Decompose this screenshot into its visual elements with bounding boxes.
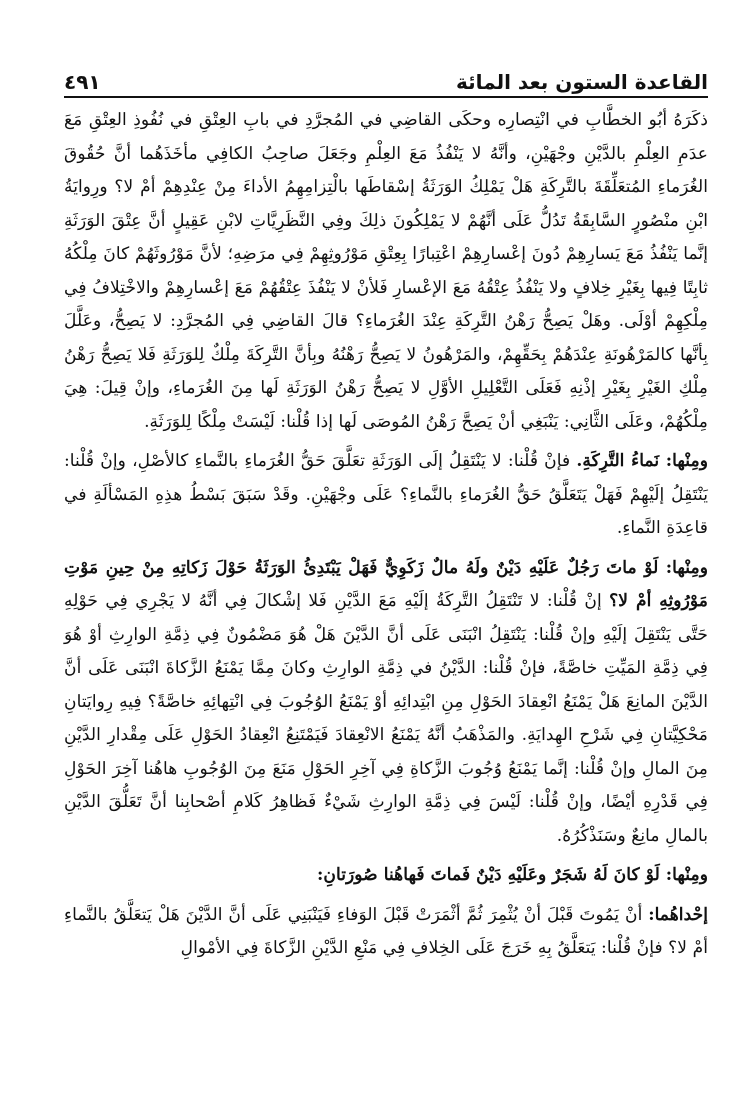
paragraph-2: [64, 445, 708, 546]
paragraph-4: [64, 859, 708, 893]
paragraph-lead: ومِنْها: نَماءُ التَّرِكَةِ.: [576, 451, 708, 471]
paragraph-lead: ومِنْها: لَوْ كانَ لَهُ شَجَرٌ وعَلَيْهِ دَيْنٌ فَماتَ فَهاهُنا صُورَتانِ:: [317, 865, 708, 885]
paragraph-1: [64, 104, 708, 439]
paragraph-3: [64, 552, 708, 854]
chapter-title: القاعدة الستون بعد المائة: [456, 70, 708, 94]
paragraph-lead: إحْداهُما:: [648, 904, 708, 925]
page-body: [64, 104, 708, 966]
running-header: [64, 58, 708, 98]
page: [64, 58, 708, 1080]
paragraph-text: ذكَرَهُ أبُو الخطَّابِ في انْتِصارِه وحكَى القاضِي في المُجرَّدِ في بابِ العِتْقِ في نُفُوذِ العِتْقِ مَعَ عدَمِ العِلْمِ بالدَّيْنِ وجْهَيْنِ، وأنَّهُ لا يَنْفُذُ مَعَ العِلْمِ وجَعَلَ صاحِبُ الكافِي مأخَذَهُما أنَّ حُقُوقَ الغُرَماءِ المُتعَلِّقَةَ بالتَّرِكَةِ هَلْ يَمْلِكُ الوَرَثَةُ إسْقاطَها بالْتِزامِهِمُ الأداءَ مِنْ عِنْدِهِمْ أمْ لا؟ ورِوايَةُ ابْنِ منْصُورٍ السَّابِقَةُ تَدُلُّ عَلَى أنَّهُمْ لا يَمْلِكُونَ ذلِكَ وفِي النَّظَرِيَّاتِ لابْنِ عَقِيلٍ أنَّ عِتْقَ الوَرَثَةِ إنَّما يَنْفُذُ مَعَ يَسارِهِمْ دُونَ إعْسارِهِمْ اعْتِبارًا بِعِتْقِ مَوْرُوثِهِمْ فِي مرَضِهِ؛ لأنَّ مَوْرُوثَهُمْ كانَ مِلْكُهُ ثابِتًا فِيها بِغَيْرِ خِلافٍ ولا يَنْفُذُ عِتْقُهُ مَعَ الإعْسارِ فَلأنْ لا يَنْفُذَ عِتْقُهُمْ مَعَ إعْسارِهِمْ والاخْتِلافُ فِي مِلْكِهِمْ أوْلَى. وهَلْ يَصِحُّ رَهْنُ التَّرِكَةِ عِنْدَ الغُرَماءِ؟ قالَ القاضِي فِي المُجرَّدِ: لا يَصِحُّ، وعَلَّلَ بِأنَّها كالمَرْهُونَةِ عِنْدَهُمْ بِحَقِّهِمْ، والمَرْهُونُ لا يَصِحُّ رَهْنُهُ وبِأنَّ التَّرِكَةَ مِلْكٌ لِلوَرَثَةِ فَلا يَصِحُّ رَهْنُ مِلْكِ الغَيْرِ بِغَيْرِ إذْنِهِ فَعَلَى التَّعْلِيلِ الأوَّلِ لا يَصِحُّ رَهْنُ الوَرَثَةِ لَها مِنَ الغُرَماءِ، وإنْ قِيلَ: هِيَ مِلْكُهُمْ، وعَلَى الثَّانِي: يَنْبَغِي أنْ يَصِحَّ رَهْنُ المُوصَى لَها إذا قُلْنا: لَيْسَتْ مِلْكًا لِلوَرَثَةِ.: [64, 110, 708, 432]
paragraph-text: أنْ يَمُوتَ قَبْلَ أنْ يُثْمِرَ ثُمَّ أثْمَرَتْ قَبْلَ الوَفاءِ فَيَنْبَنِي عَلَى أنَّ الدَّيْنَ هَلْ يَتعَلَّقُ بالنَّماءِ أمْ لا؟ فإنْ قُلْنا: يَتعَلَّقُ بِهِ خَرَجَ عَلَى الخِلافِ فِي مَنْعِ الدَّيْنِ الزَّكاةَ فِي الأمْوالِ: [64, 904, 708, 958]
paragraph-text: فإنْ قُلْنا: لا يَنْتَقِلُ إلَى الوَرَثَةِ تعَلَّقَ حَقُّ الغُرَماءِ بالنَّماءِ كالأصْلِ، وإنْ قُلْنا: يَنْتَقِلُ إلَيْهِمْ فَهَلْ يَتَعَلَّقُ حَقُّ الغُرَماءِ بالنَّماءِ؟ عَلَى وجْهَيْنِ. وقَدْ سَبَقَ بَسْطُ هذِهِ المَسْألَةِ في قاعِدَةِ النَّماءِ.: [64, 451, 708, 538]
paragraph-lead: ومِنْها: لَوْ ماتَ رَجُلٌ عَلَيْهِ دَيْنٌ ولَهُ مالٌ زَكَوِيٌّ فَهَلْ يَبْتَدِئُ الوَرَثَةُ حَوْلَ زَكاتِهِ مِنْ حِينِ مَوْتِ مَوْرُوثِهِ أمْ لا؟: [64, 557, 708, 611]
paragraph-text: إنْ قُلْنا: لا تَنْتَقِلُ التَّرِكَةُ إلَيْهِ مَعَ الدَّيْنِ فَلا إشْكالَ فِي أنَّهُ لا يَجْرِي فِي حَوْلِهِ حَتَّى يَنْتَقِلَ إلَيْهِ وإنْ قُلْنا: يَنْتَقِلُ انْبَنَى عَلَى أنَّ الدَّيْنَ هَلْ هُوَ مَضْمُونٌ فِي ذِمَّةِ الوارِثِ أوْ هُوَ فِي ذِمَّةِ المَيِّتِ خاصَّةً، فإنْ قُلْنا: الدَّيْنُ في ذِمَّةِ الوارِثِ وكانَ مِمَّا يَمْنَعُ الزَّكاةَ انْبَنَى عَلَى أنَّ الدَّيْنَ المانِعَ هَلْ يَمْنَعُ انْعِقادَ الحَوْلِ مِنِ ابْتِدائِهِ أوْ يَمْنَعُ الوُجُوبَ فِي انْتِهائِهِ خاصَّةً؟ فِيهِ رِوايَتانِ مَحْكِيَّتانِ فِي شَرْحِ الهِدايَةِ. والمَذْهَبُ أنَّهُ يَمْنَعُ الانْعِقادَ فَيَمْتَنِعُ انْعِقادُ الحَوْلِ عَلَى مِقْدارِ الدَّيْنِ مِنَ المالِ وإنْ قُلْنا: إنَّما يَمْنَعُ وُجُوبَ الزَّكاةِ فِي آخِرِ الحَوْلِ مَنَعَ مِنَ الوُجُوبِ هاهُنا آخِرَ الحَوْلِ فِي قَدْرِهِ أيْضًا، وإنْ قُلْنا: لَيْسَ فِي ذِمَّةِ الوارِثِ شَيْءٌ فَظاهِرُ كَلامِ أصْحابِنا أنَّ تَعَلُّقَ الدَّيْنِ بالمالِ مانِعٌ وسَنَذْكُرُهُ.: [64, 591, 708, 846]
page-number: ٤٩١: [64, 70, 101, 94]
paragraph-5: [64, 899, 708, 966]
